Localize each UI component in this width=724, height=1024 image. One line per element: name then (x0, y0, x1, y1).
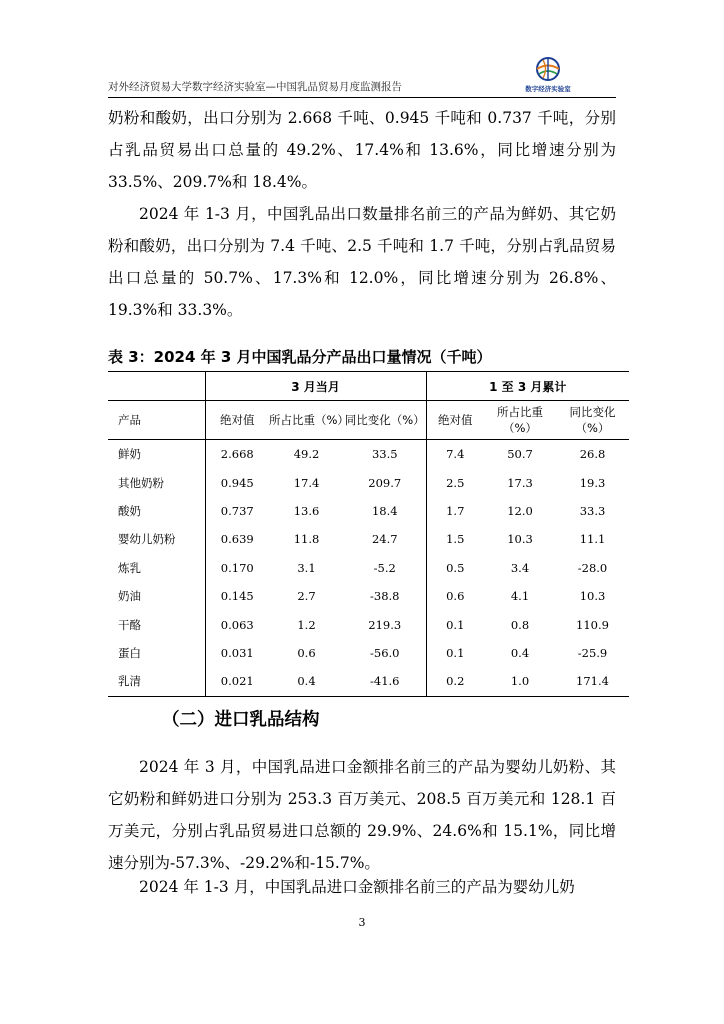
cell-cumulative-share: 12.0 (507, 503, 533, 518)
page-number: 3 (358, 916, 366, 929)
cell-monthly-share: 3.1 (297, 560, 316, 575)
cell-monthly-share: 0.6 (297, 645, 316, 660)
cell-product: 干酪 (108, 610, 205, 638)
cell-cumulative-yoy: 10.3 (579, 589, 606, 604)
cell-cumulative-share: 10.3 (507, 532, 533, 547)
cell-cumulative-share: 3.4 (510, 560, 530, 575)
cell-monthly-share: 13.6 (293, 503, 320, 518)
cell-monthly-share: 11.8 (293, 532, 320, 547)
export-volume-table (108, 371, 629, 697)
cell-cumulative-yoy: -28.0 (577, 560, 608, 575)
group-header-monthly: 3 月当月 (205, 372, 426, 401)
cell-monthly-abs: 0.945 (220, 475, 254, 490)
cell-cumulative-abs: 1.7 (446, 503, 465, 518)
cell-product: 酸奶 (108, 497, 205, 525)
cell-monthly-yoy: -41.6 (344, 667, 426, 696)
cell-cumulative-abs: 0.1 (446, 617, 465, 632)
cell-cumulative-abs: 2.5 (446, 475, 465, 490)
cell-monthly-yoy: 33.5 (344, 440, 426, 469)
table-row (108, 667, 629, 696)
cell-cumulative-abs: 0.6 (446, 589, 465, 604)
cell-monthly-abs: 0.737 (220, 503, 254, 518)
cell-product: 其他奶粉 (108, 468, 205, 496)
cell-cumulative-abs: 7.4 (446, 447, 465, 462)
table-row (108, 639, 629, 667)
cell-product: 炼乳 (108, 554, 205, 582)
table-group-header (108, 372, 629, 401)
col-cumulative-yoy: 同比变化（%） (556, 401, 629, 440)
cell-cumulative-yoy: 110.9 (576, 617, 609, 632)
cell-cumulative-share: 4.1 (510, 589, 530, 604)
paragraph-import-march: 2024 年 3 月，中国乳品进口金额排名前三的产品为婴幼儿奶粉、其它奶粉和鲜奶进口分别为 253.3 百万美元、208.5 百万美元和 128.1 百万美元，分别占乳品贸易进口总额的 29.9%、24.6%和 15.1%，同比增速分别为-57.3%、-29.2%和-15.7%。 (108, 758, 616, 872)
cell-monthly-share: 2.7 (297, 589, 316, 604)
col-monthly-abs: 绝对值 (205, 401, 269, 440)
cell-product: 鲜奶 (108, 440, 205, 469)
paragraph-export-q1: 2024 年 1-3 月，中国乳品出口数量排名前三的产品为鲜奶、其它奶粉和酸奶，出口分别为 7.4 千吨、2.5 千吨和 1.7 千吨，分别占乳品贸易出口总量的 50.7%、17.3%和 12.0%，同比增速分别为 26.8%、19.3%和 33.3%。 (108, 205, 616, 319)
cell-monthly-yoy: 18.4 (344, 497, 426, 525)
cell-monthly-abs: 2.668 (220, 447, 254, 462)
page-header (108, 56, 616, 98)
cell-monthly-share: 0.4 (269, 667, 344, 696)
header-rule (108, 97, 616, 98)
cell-monthly-abs: 0.021 (205, 667, 269, 696)
cell-monthly-share: 49.2 (293, 447, 320, 462)
cell-monthly-yoy: 209.7 (344, 468, 426, 496)
lab-logo (520, 56, 576, 94)
group-header-blank (108, 372, 205, 401)
table-row (108, 497, 629, 525)
group-header-cumulative: 1 至 3 月累计 (426, 372, 629, 401)
cell-monthly-yoy: -38.8 (344, 582, 426, 610)
cell-product: 婴幼儿奶粉 (108, 525, 205, 553)
table-row (108, 468, 629, 496)
table-caption: 表 3：2024 年 3 月中国乳品分产品出口量情况（千吨） (108, 348, 492, 366)
cell-cumulative-yoy: 171.4 (556, 667, 629, 696)
col-cumulative-abs: 绝对值 (426, 401, 484, 440)
cell-monthly-yoy: 24.7 (344, 525, 426, 553)
table-row (108, 610, 629, 638)
cell-cumulative-share: 0.4 (510, 645, 530, 660)
cell-monthly-abs: 0.145 (220, 589, 254, 604)
col-product: 产品 (108, 401, 205, 440)
cell-cumulative-yoy: 19.3 (579, 475, 606, 490)
cell-cumulative-share: 50.7 (507, 447, 533, 462)
cell-cumulative-abs: 1.5 (446, 532, 465, 547)
cell-cumulative-share: 17.3 (507, 475, 533, 490)
col-monthly-yoy: 同比变化（%） (344, 401, 426, 440)
col-cumulative-share: 所占比重（%） (484, 401, 556, 440)
table-column-header (108, 401, 629, 440)
cell-product: 奶油 (108, 582, 205, 610)
cell-cumulative-abs: 0.1 (446, 645, 465, 660)
cell-cumulative-share: 1.0 (484, 667, 556, 696)
cell-monthly-yoy: 219.3 (344, 610, 426, 638)
paragraph-export-march-cont: 奶粉和酸奶，出口分别为 2.668 千吨、0.945 千吨和 0.737 千吨，分别占乳品贸易出口总量的 49.2%、17.4%和 13.6%，同比增速分别为 33.5%、209.7%和 18.4%。 (108, 109, 616, 191)
section-title-import: （二）进口乳品结构 (162, 710, 320, 730)
table-row (108, 554, 629, 582)
globe-logo-icon (533, 56, 563, 84)
cell-cumulative-abs: 0.2 (426, 667, 484, 696)
header-title: 对外经济贸易大学数字经济实验室—中国乳品贸易月度监测报告 (108, 81, 402, 93)
cell-monthly-abs: 0.063 (220, 617, 254, 632)
logo-text: 数字经济实验室 (525, 85, 571, 93)
cell-monthly-abs: 0.031 (220, 645, 254, 660)
cell-cumulative-share: 0.8 (510, 617, 530, 632)
col-monthly-share: 所占比重（%） (269, 401, 344, 440)
cell-cumulative-yoy: 26.8 (579, 447, 606, 462)
table-row (108, 440, 629, 469)
cell-monthly-abs: 0.639 (220, 532, 254, 547)
cell-monthly-yoy: -56.0 (344, 639, 426, 667)
cell-cumulative-abs: 0.5 (446, 560, 465, 575)
cell-product: 乳清 (108, 667, 205, 696)
table-row (108, 582, 629, 610)
cell-cumulative-yoy: 11.1 (579, 532, 606, 547)
cell-product: 蛋白 (108, 639, 205, 667)
cell-monthly-abs: 0.170 (220, 560, 254, 575)
paragraph-import-q1: 2024 年 1-3 月，中国乳品进口金额排名前三的产品为婴幼儿奶 (139, 878, 575, 896)
cell-cumulative-yoy: 33.3 (579, 503, 606, 518)
cell-monthly-share: 1.2 (297, 617, 316, 632)
table-row (108, 525, 629, 553)
cell-monthly-yoy: -5.2 (344, 554, 426, 582)
cell-cumulative-yoy: -25.9 (577, 645, 608, 660)
cell-monthly-share: 17.4 (293, 475, 320, 490)
